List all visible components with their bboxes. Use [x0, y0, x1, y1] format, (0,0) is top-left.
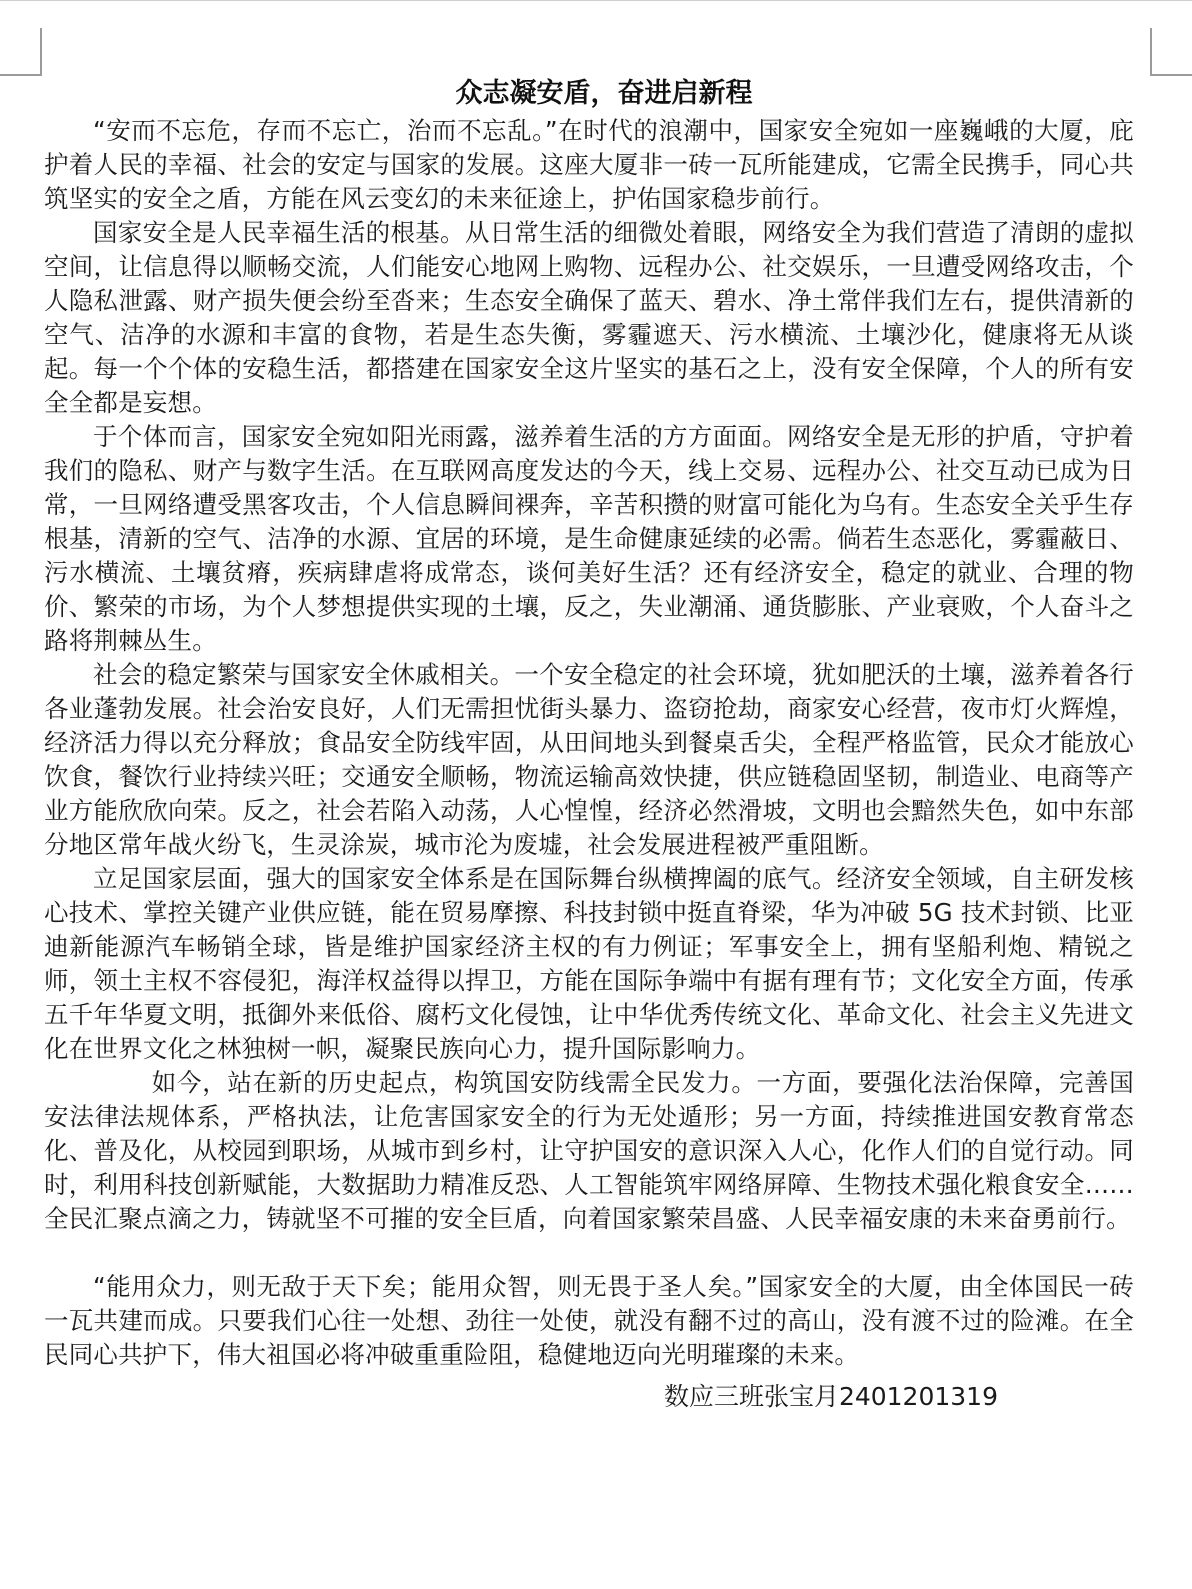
paragraph-society: 社会的稳定繁荣与国家安全休戚相关。一个安全稳定的社会环境，犹如肥沃的土壤，滋养着各行各业蓬勃发展。社会治安良好，人们无需担忧街头暴力、盗窃抢劫，商家安心经营，夜市灯火辉煌，经济活力得以充分释放；食品安全防线牢固，从田间地头到餐桌舌尖，全程严格监管，民众才能放心饮食，餐饮行业持续兴旺；交通安全顺畅，物流运输高效快捷，供应链稳固坚韧，制造业、电商等产业方能欣欣向荣。反之，社会若陷入动荡，人心惶惶，经济必然滑坡，文明也会黯然失色，如中东部分地区常年战火纷飞，生灵涂炭，城市沦为废墟，社会发展进程被严重阻断。 [44, 660, 1134, 859]
document-body [44, 74, 1134, 1414]
paragraph-intro: “安而不忘危，存而不忘亡，治而不忘乱。”在时代的浪潮中，国家安全宛如一座巍峨的大厦，庇护着人民的幸福、社会的安定与国家的发展。这座大厦非一砖一瓦所能建成，它需全民携手，同心共筑坚实的安全之盾，方能在风云变幻的未来征途上，护佑国家稳步前行。 [44, 116, 1134, 213]
author-signature: 数应三班张宝月2401201319 [663, 1382, 998, 1411]
crop-mark-top-right [1150, 28, 1192, 76]
crop-mark-top-left [0, 28, 42, 76]
document-title: 众志凝安盾，奋进启新程 [455, 78, 753, 109]
paragraph-individual: 于个体而言，国家安全宛如阳光雨露，滋养着生活的方方面面。网络安全是无形的护盾，守护着我们的隐私、财产与数字生活。在互联网高度发达的今天，线上交易、远程办公、社交互动已成为日常，一旦网络遭受黑客攻击，个人信息瞬间裸奔，辛苦积攒的财富可能化为乌有。生态安全关乎生存根基，清新的空气、洁净的水源、宜居的环境，是生命健康延续的必需。倘若生态恶化，雾霾蔽日、污水横流、土壤贫瘠，疾病肆虐将成常态，谈何美好生活？还有经济安全，稳定的就业、合理的物价、繁荣的市场，为个人梦想提供实现的土壤，反之，失业潮涌、通货膨胀、产业衰败，个人奋斗之路将荆棘丛生。 [44, 422, 1134, 655]
paragraph-nation: 立足国家层面，强大的国家安全体系是在国际舞台纵横捭阖的底气。经济安全领域，自主研发核心技术、掌控关键产业供应链，能在贸易摩擦、科技封锁中挺直脊梁，华为冲破 5G 技术封锁、比亚迪新能源汽车畅销全球，皆是维护国家经济主权的有力例证；军事安全上，拥有坚船利炮、精锐之师，领土主权不容侵犯，海洋权益得以捍卫，方能在国际争端中有据有理有节；文化安全方面，传承五千年华夏文明，抵御外来低俗、腐朽文化侵蚀，让中华优秀传统文化、革命文化、社会主义先进文化在世界文化之林独树一帜，凝聚民族向心力，提升国际影响力。 [44, 864, 1134, 1063]
paragraph-conclusion: “能用众力，则无敌于天下矣；能用众智，则无畏于圣人矣。”国家安全的大厦，由全体国民一砖一瓦共建而成。只要我们心往一处想、劲往一处使，就没有翻不过的高山，没有渡不过的险滩。在全民同心共护下，伟大祖国必将冲破重重险阻，稳健地迈向光明璀璨的未来。 [44, 1272, 1134, 1369]
paragraph-foundation: 国家安全是人民幸福生活的根基。从日常生活的细微处着眼，网络安全为我们营造了清朗的虚拟空间，让信息得以顺畅交流，人们能安心地网上购物、远程办公、社交娱乐，一旦遭受网络攻击，个人隐私泄露、财产损失便会纷至沓来；生态安全确保了蓝天、碧水、净土常伴我们左右，提供清新的空气、洁净的水源和丰富的食物，若是生态失衡，雾霾遮天、污水横流、土壤沙化，健康将无从谈起。每一个个体的安稳生活，都搭建在国家安全这片坚实的基石之上，没有安全保障，个人的所有安全全都是妄想。 [44, 218, 1134, 417]
paragraph-action: 如今，站在新的历史起点，构筑国安防线需全民发力。一方面，要强化法治保障，完善国安法律法规体系，严格执法，让危害国家安全的行为无处遁形；另一方面，持续推进国安教育常态化、普及化，从校园到职场，从城市到乡村，让守护国安的意识深入人心，化作人们的自觉行动。同时，利用科技创新赋能，大数据助力精准反恐、人工智能筑牢网络屏障、生物技术强化粮食安全……全民汇聚点滴之力，铸就坚不可摧的安全巨盾，向着国家繁荣昌盛、人民幸福安康的未来奋勇前行。 [44, 1068, 1134, 1233]
page-top-edge [0, 0, 1192, 1]
